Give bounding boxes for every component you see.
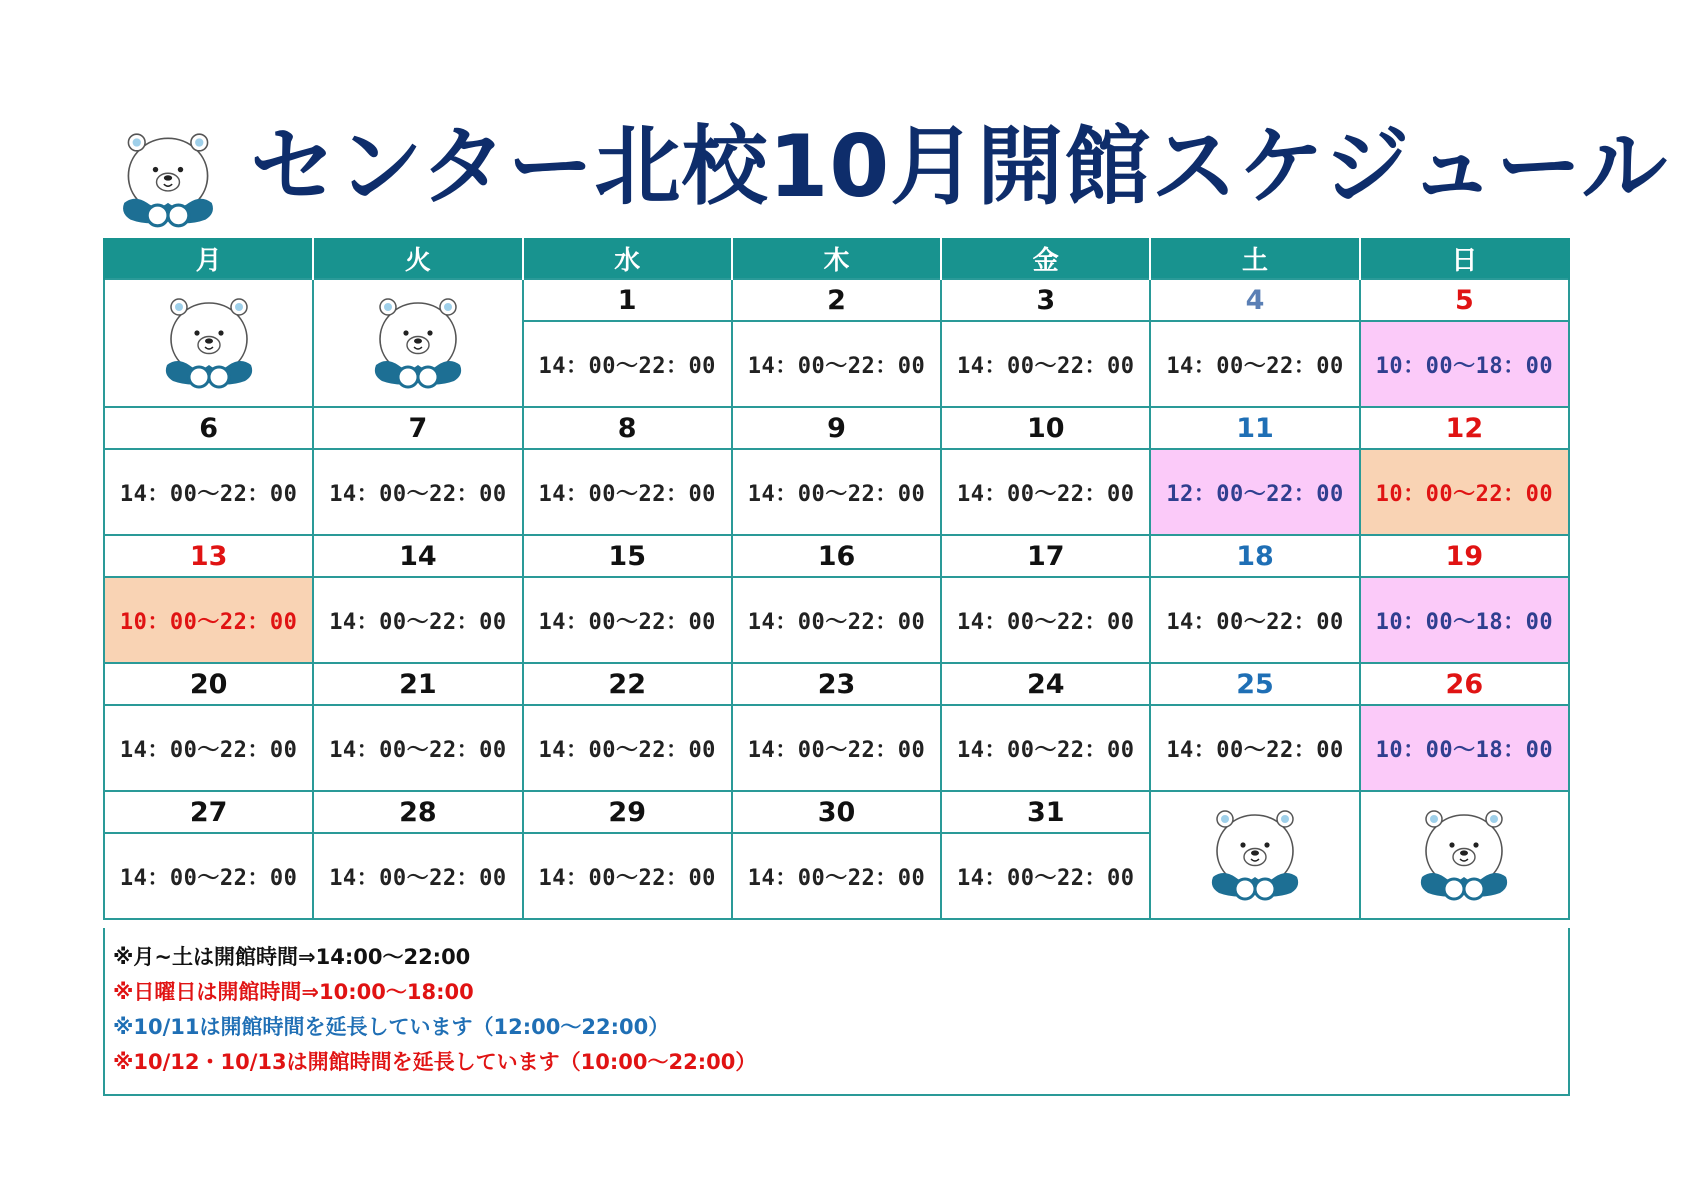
opening-hours: 14：00～22：00 xyxy=(1150,705,1359,791)
polar-bear-icon xyxy=(1205,807,1305,903)
week-3-hours xyxy=(104,577,1569,663)
opening-hours: 14：00～22：00 xyxy=(732,833,941,919)
date-number-sunday: 19 xyxy=(1360,535,1569,577)
week-4-dates xyxy=(104,663,1569,705)
date-number: 23 xyxy=(732,663,941,705)
date-number: 20 xyxy=(104,663,313,705)
opening-hours: 14：00～22：00 xyxy=(1150,321,1359,407)
date-number: 7 xyxy=(313,407,522,449)
opening-hours: 14：00～22：00 xyxy=(523,321,732,407)
date-number: 3 xyxy=(941,279,1150,321)
date-number: 22 xyxy=(523,663,732,705)
note-sunday-hours: ※日曜日は開館時間⇒10:00～18:00 xyxy=(113,980,474,1004)
opening-hours-extended: 10：00～22：00 xyxy=(104,577,313,663)
date-number: 2 xyxy=(732,279,941,321)
opening-hours: 14：00～22：00 xyxy=(313,449,522,535)
empty-day-cell xyxy=(104,279,313,407)
week-3-dates xyxy=(104,535,1569,577)
date-number-saturday: 25 xyxy=(1150,663,1359,705)
date-number: 17 xyxy=(941,535,1150,577)
weekday-sun: 日 xyxy=(1360,238,1569,279)
empty-day-cell xyxy=(313,279,522,407)
date-number: 16 xyxy=(732,535,941,577)
note-extended-1012-1013: ※10/12・10/13は開館時間を延長しています（10:00～22:00） xyxy=(113,1050,757,1074)
date-number: 8 xyxy=(523,407,732,449)
date-number: 30 xyxy=(732,791,941,833)
opening-hours: 14：00～22：00 xyxy=(523,705,732,791)
date-number-sunday: 26 xyxy=(1360,663,1569,705)
title-row xyxy=(105,112,1669,222)
empty-day-cell xyxy=(1360,791,1569,919)
opening-hours-sunday: 10：00～18：00 xyxy=(1360,705,1569,791)
opening-hours: 14：00～22：00 xyxy=(104,833,313,919)
opening-hours: 14：00～22：00 xyxy=(941,449,1150,535)
empty-day-cell xyxy=(1150,791,1359,919)
opening-hours: 14：00～22：00 xyxy=(1150,577,1359,663)
opening-hours: 14：00～22：00 xyxy=(104,449,313,535)
date-number-saturday: 4 xyxy=(1150,279,1359,321)
date-number: 9 xyxy=(732,407,941,449)
opening-hours-sunday: 10：00～18：00 xyxy=(1360,577,1569,663)
opening-hours: 14：00～22：00 xyxy=(941,705,1150,791)
week-2-hours xyxy=(104,449,1569,535)
polar-bear-icon xyxy=(368,295,468,391)
week-2-dates xyxy=(104,407,1569,449)
date-number-sunday: 5 xyxy=(1360,279,1569,321)
date-number: 24 xyxy=(941,663,1150,705)
date-number: 10 xyxy=(941,407,1150,449)
opening-hours: 14：00～22：00 xyxy=(523,577,732,663)
opening-hours: 14：00～22：00 xyxy=(523,833,732,919)
weekday-mon: 月 xyxy=(104,238,313,279)
weekday-sat: 土 xyxy=(1150,238,1359,279)
polar-bear-icon xyxy=(1414,807,1514,903)
opening-hours-extended: 12：00～22：00 xyxy=(1150,449,1359,535)
opening-hours: 14：00～22：00 xyxy=(732,321,941,407)
note-extended-1011: ※10/11は開館時間を延長しています（12:00～22:00） xyxy=(113,1015,670,1039)
weekday-tue: 火 xyxy=(313,238,522,279)
week-1-dates xyxy=(104,279,1569,321)
opening-hours: 14：00～22：00 xyxy=(313,705,522,791)
opening-hours-extended: 10：00～22：00 xyxy=(1360,449,1569,535)
opening-hours: 14：00～22：00 xyxy=(732,705,941,791)
date-number-sunday: 12 xyxy=(1360,407,1569,449)
date-number: 6 xyxy=(104,407,313,449)
page-title: センター北校10月開館スケジュール xyxy=(250,117,1669,217)
opening-hours: 14：00～22：00 xyxy=(523,449,732,535)
date-number: 29 xyxy=(523,791,732,833)
opening-hours: 14：00～22：00 xyxy=(313,577,522,663)
opening-hours: 14：00～22：00 xyxy=(941,321,1150,407)
date-number: 27 xyxy=(104,791,313,833)
date-number: 28 xyxy=(313,791,522,833)
opening-hours: 14：00～22：00 xyxy=(941,577,1150,663)
date-number: 14 xyxy=(313,535,522,577)
date-number-saturday: 11 xyxy=(1150,407,1359,449)
opening-hours: 14：00～22：00 xyxy=(732,449,941,535)
date-number: 1 xyxy=(523,279,732,321)
date-number-saturday: 18 xyxy=(1150,535,1359,577)
weekday-fri: 金 xyxy=(941,238,1150,279)
polar-bear-icon xyxy=(115,130,221,230)
weekday-thu: 木 xyxy=(732,238,941,279)
opening-hours-sunday: 10：00～18：00 xyxy=(1360,321,1569,407)
weekday-wed: 水 xyxy=(523,238,732,279)
opening-hours: 14：00～22：00 xyxy=(941,833,1150,919)
date-number-holiday: 13 xyxy=(104,535,313,577)
week-5-dates xyxy=(104,791,1569,833)
date-number: 21 xyxy=(313,663,522,705)
weekday-header-row xyxy=(104,238,1569,279)
date-number: 31 xyxy=(941,791,1150,833)
notes-box xyxy=(103,928,1570,1096)
calendar-table xyxy=(103,238,1570,920)
note-weekday-hours: ※月~土は開館時間⇒14:00～22:00 xyxy=(113,945,471,969)
opening-hours: 14：00～22：00 xyxy=(313,833,522,919)
opening-hours: 14：00～22：00 xyxy=(104,705,313,791)
opening-hours: 14：00～22：00 xyxy=(732,577,941,663)
polar-bear-icon xyxy=(159,295,259,391)
date-number: 15 xyxy=(523,535,732,577)
week-4-hours xyxy=(104,705,1569,791)
